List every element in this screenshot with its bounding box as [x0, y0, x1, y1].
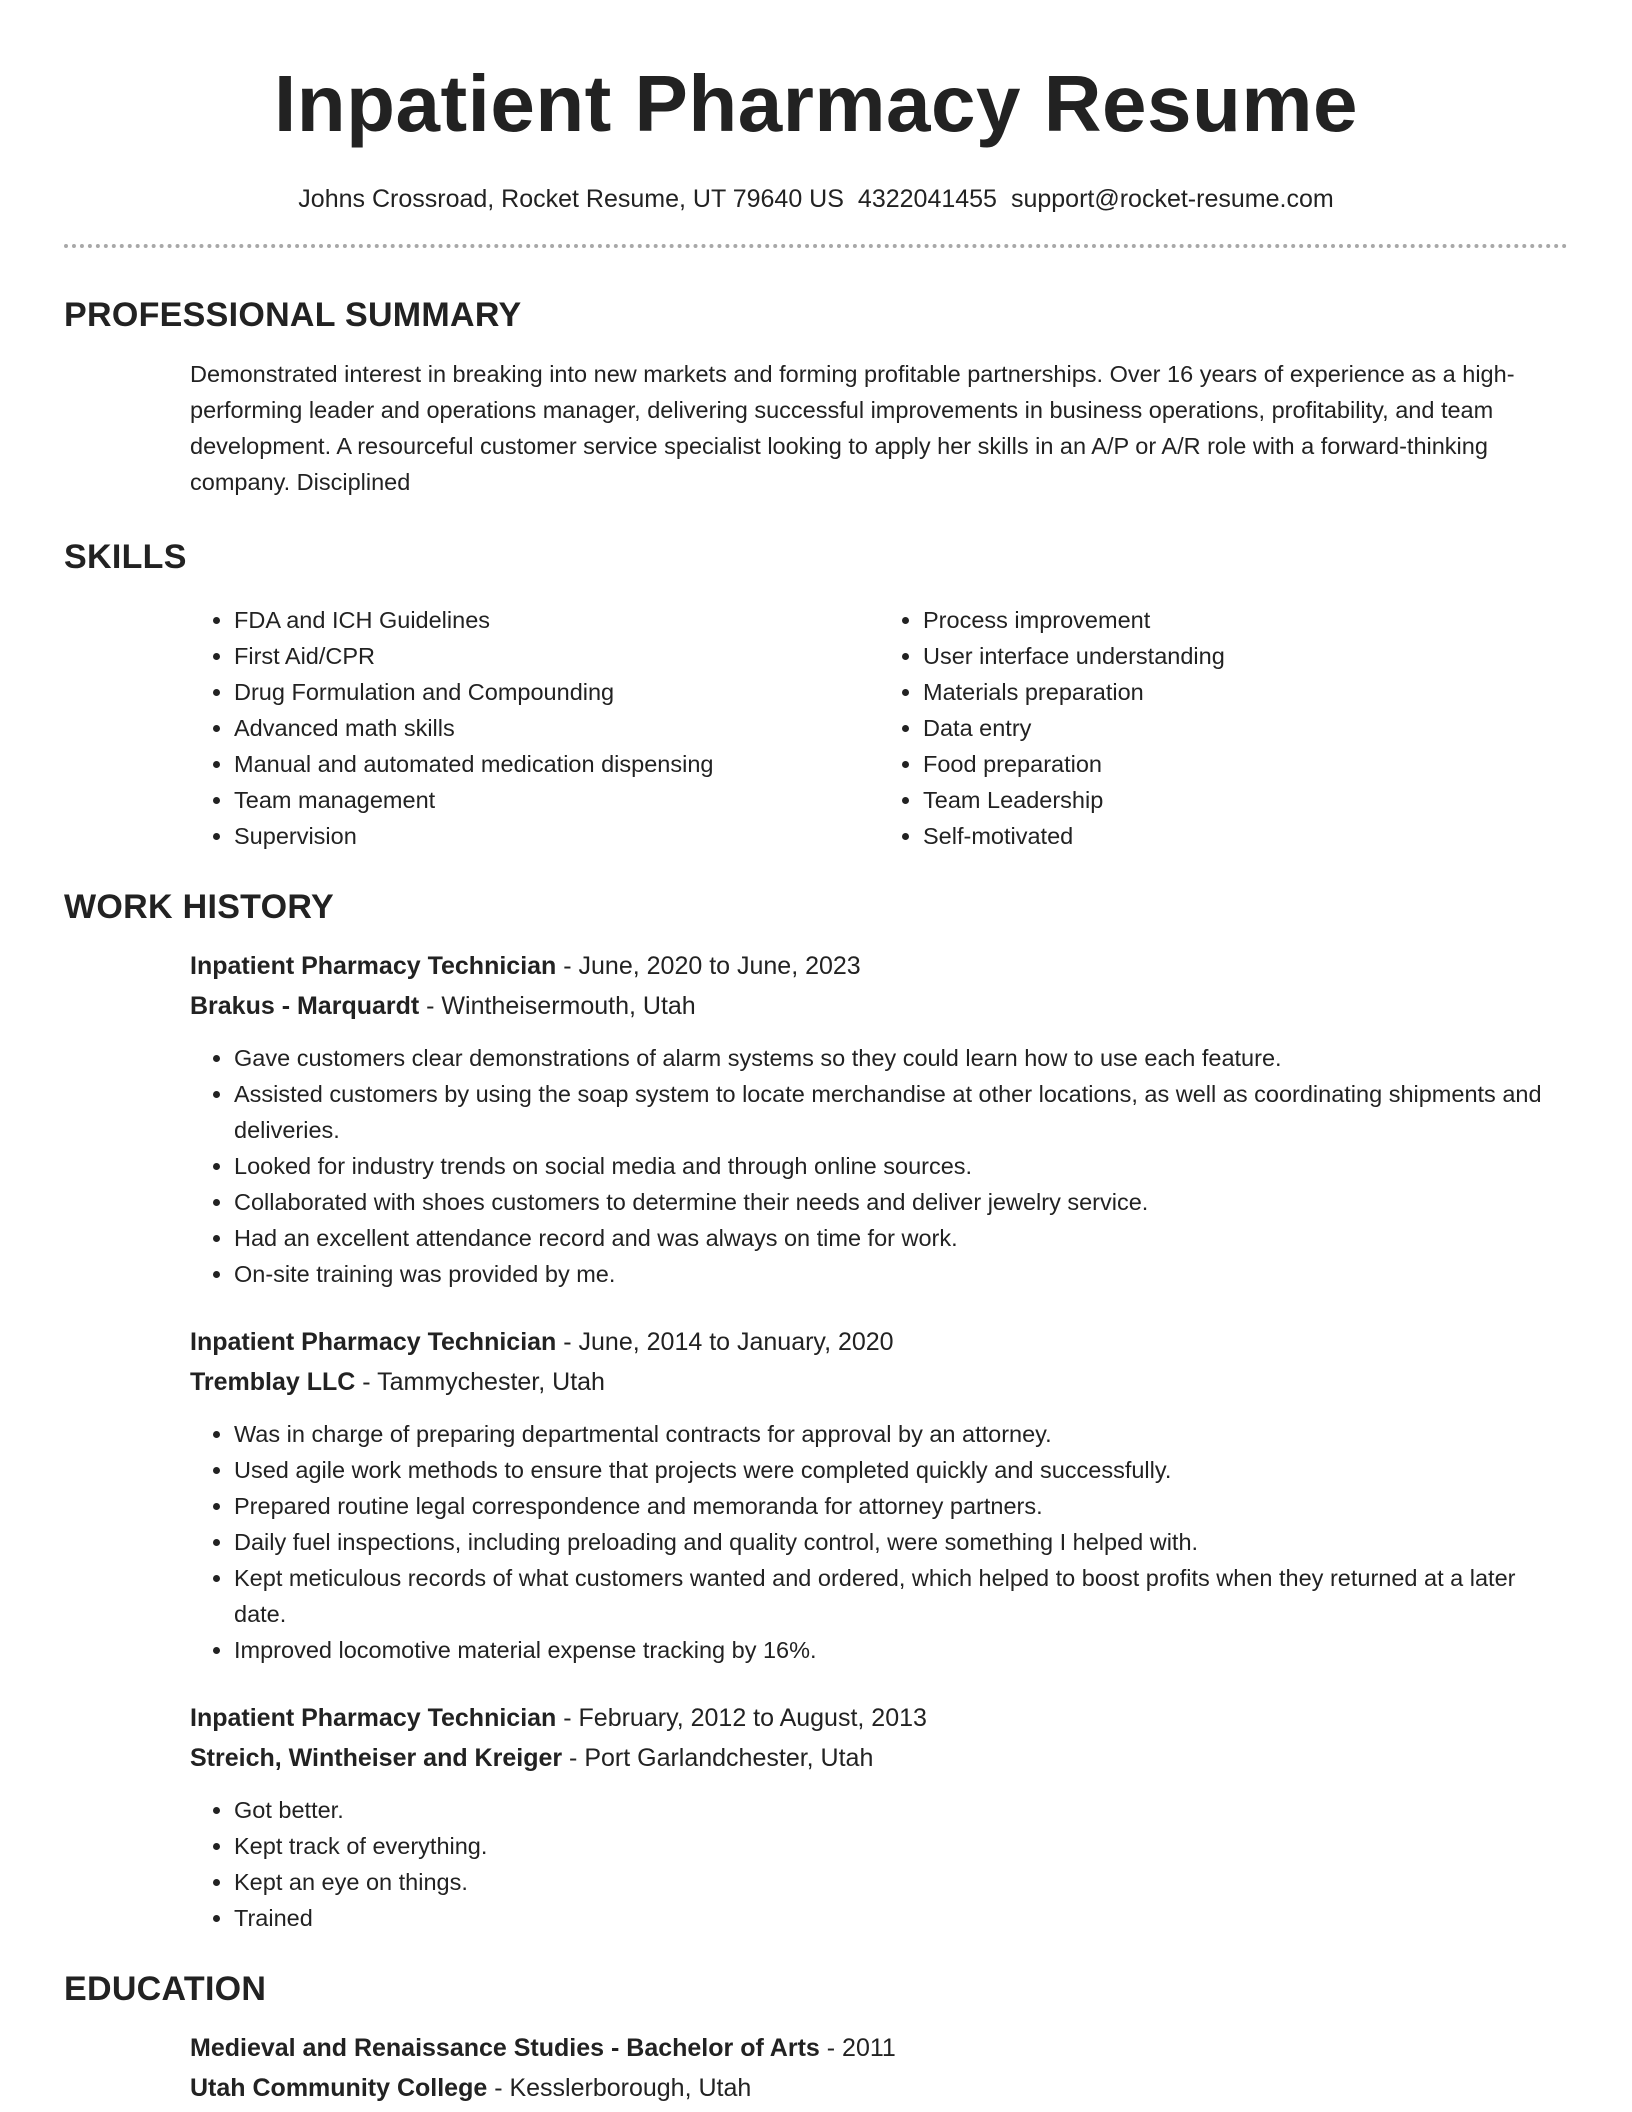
- school-line: [190, 2068, 1568, 2108]
- job-company-line: [190, 986, 1568, 1026]
- contact-email: support@rocket-resume.com: [1010, 185, 1334, 213]
- job-bullet: • Looked for industry trends on social media and through online sources.: [234, 1148, 1568, 1184]
- job-bullet: • Trained: [234, 1900, 1568, 1936]
- job-location: - Port Garlandchester, Utah: [562, 1744, 874, 1772]
- job-company: Streich, Wintheiser and Kreiger: [190, 1744, 563, 1772]
- school-location: - Kesslerborough, Utah: [487, 2074, 752, 2102]
- job-bullet: • Got better.: [234, 1792, 1568, 1828]
- job-entry: [64, 1322, 1568, 1668]
- job-bullet: • Kept meticulous records of what customers wanted and ordered, which helped to boost profits when they returned at a later date.: [234, 1560, 1568, 1632]
- degree-line: [190, 2028, 1568, 2068]
- job-bullet: • Used agile work methods to ensure that projects were completed quickly and successfully.: [234, 1452, 1568, 1488]
- job-bullet: • Daily fuel inspections, including preloading and quality control, were something I helped with.: [234, 1524, 1568, 1560]
- summary-heading: PROFESSIONAL SUMMARY: [64, 296, 522, 334]
- skills-heading: SKILLS: [64, 538, 187, 576]
- job-company: Brakus - Marquardt: [190, 992, 420, 1020]
- resume-title: Inpatient Pharmacy Resume: [274, 59, 1358, 148]
- job-bullet: • Had an excellent attendance record and was always on time for work.: [234, 1220, 1568, 1256]
- job-entry: [64, 1698, 1568, 1936]
- skill-item: • Food preparation: [923, 746, 1568, 782]
- job-dates: - June, 2014 to January, 2020: [556, 1328, 894, 1356]
- skill-item: • Manual and automated medication dispensing: [234, 746, 879, 782]
- skills-column-right: [879, 602, 1568, 854]
- skill-item: • Supervision: [234, 818, 879, 854]
- job-bullet: • Improved locomotive material expense tracking by 16%.: [234, 1632, 1568, 1668]
- job-bullet: • Gave customers clear demonstrations of alarm systems so they could learn how to use each feature.: [234, 1040, 1568, 1076]
- job-bullet: • Prepared routine legal correspondence and memoranda for attorney partners.: [234, 1488, 1568, 1524]
- degree: Medieval and Renaissance Studies - Bachelor of Arts: [190, 2034, 820, 2062]
- job-title-line: [190, 1322, 1568, 1362]
- skill-item: • Self-motivated: [923, 818, 1568, 854]
- job-company-line: [190, 1738, 1568, 1778]
- degree-year: - 2011: [819, 2034, 896, 2062]
- job-bullet: • On-site training was provided by me.: [234, 1256, 1568, 1292]
- job-location: - Wintheisermouth, Utah: [419, 992, 696, 1020]
- job-entry: [64, 946, 1568, 1292]
- job-company-line: [190, 1362, 1568, 1402]
- education-entry: [64, 2028, 1568, 2108]
- job-location: - Tammychester, Utah: [355, 1368, 605, 1396]
- education-heading: EDUCATION: [64, 1970, 267, 2008]
- job-title: Inpatient Pharmacy Technician: [190, 1704, 557, 1732]
- job-dates: - February, 2012 to August, 2013: [556, 1704, 927, 1732]
- job-bullet: • Assisted customers by using the soap system to locate merchandise at other locations, as well as coordinating shipments and deliveries.: [234, 1076, 1568, 1148]
- job-bullets: [190, 1416, 1568, 1668]
- job-title-line: [190, 946, 1568, 986]
- skill-item: • Materials preparation: [923, 674, 1568, 710]
- job-dates: - June, 2020 to June, 2023: [556, 952, 861, 980]
- skill-item: • Advanced math skills: [234, 710, 879, 746]
- job-company: Tremblay LLC: [190, 1368, 356, 1396]
- skill-item: • Team Leadership: [923, 782, 1568, 818]
- skill-item: • First Aid/CPR: [234, 638, 879, 674]
- skill-item: • Drug Formulation and Compounding: [234, 674, 879, 710]
- job-title-line: [190, 1698, 1568, 1738]
- job-title: Inpatient Pharmacy Technician: [190, 952, 557, 980]
- job-bullets: [190, 1792, 1568, 1936]
- contact-line: [64, 182, 1568, 216]
- job-title: Inpatient Pharmacy Technician: [190, 1328, 557, 1356]
- skill-item: • Data entry: [923, 710, 1568, 746]
- job-bullets: [190, 1040, 1568, 1292]
- skill-item: • FDA and ICH Guidelines: [234, 602, 879, 638]
- job-bullet: • Was in charge of preparing departmental contracts for approval by an attorney.: [234, 1416, 1568, 1452]
- skill-item: • Team management: [234, 782, 879, 818]
- skill-item: • User interface understanding: [923, 638, 1568, 674]
- skills-list: [64, 602, 1568, 854]
- contact-address: Johns Crossroad, Rocket Resume, UT 79640 US: [298, 185, 844, 213]
- work-history-heading: WORK HISTORY: [64, 888, 334, 926]
- header-divider: [64, 244, 1568, 248]
- summary-text: Demonstrated interest in breaking into new markets and forming profitable partnerships. Over 16 years of experience as a high-performing leader and operations manager, delivering successful improvements in business operations, profitability, and team development. A resourceful customer service specialist looking to apply her skills in an A/P or A/R role with a forward-thinking company. Disciplined: [190, 361, 1515, 495]
- job-bullet: • Collaborated with shoes customers to determine their needs and deliver jewelry service.: [234, 1184, 1568, 1220]
- job-bullet: • Kept an eye on things.: [234, 1864, 1568, 1900]
- skill-item: • Process improvement: [923, 602, 1568, 638]
- contact-phone: 4322041455: [857, 185, 997, 213]
- school-name: Utah Community College: [190, 2074, 488, 2102]
- job-bullet: • Kept track of everything.: [234, 1828, 1568, 1864]
- skills-column-left: [190, 602, 879, 854]
